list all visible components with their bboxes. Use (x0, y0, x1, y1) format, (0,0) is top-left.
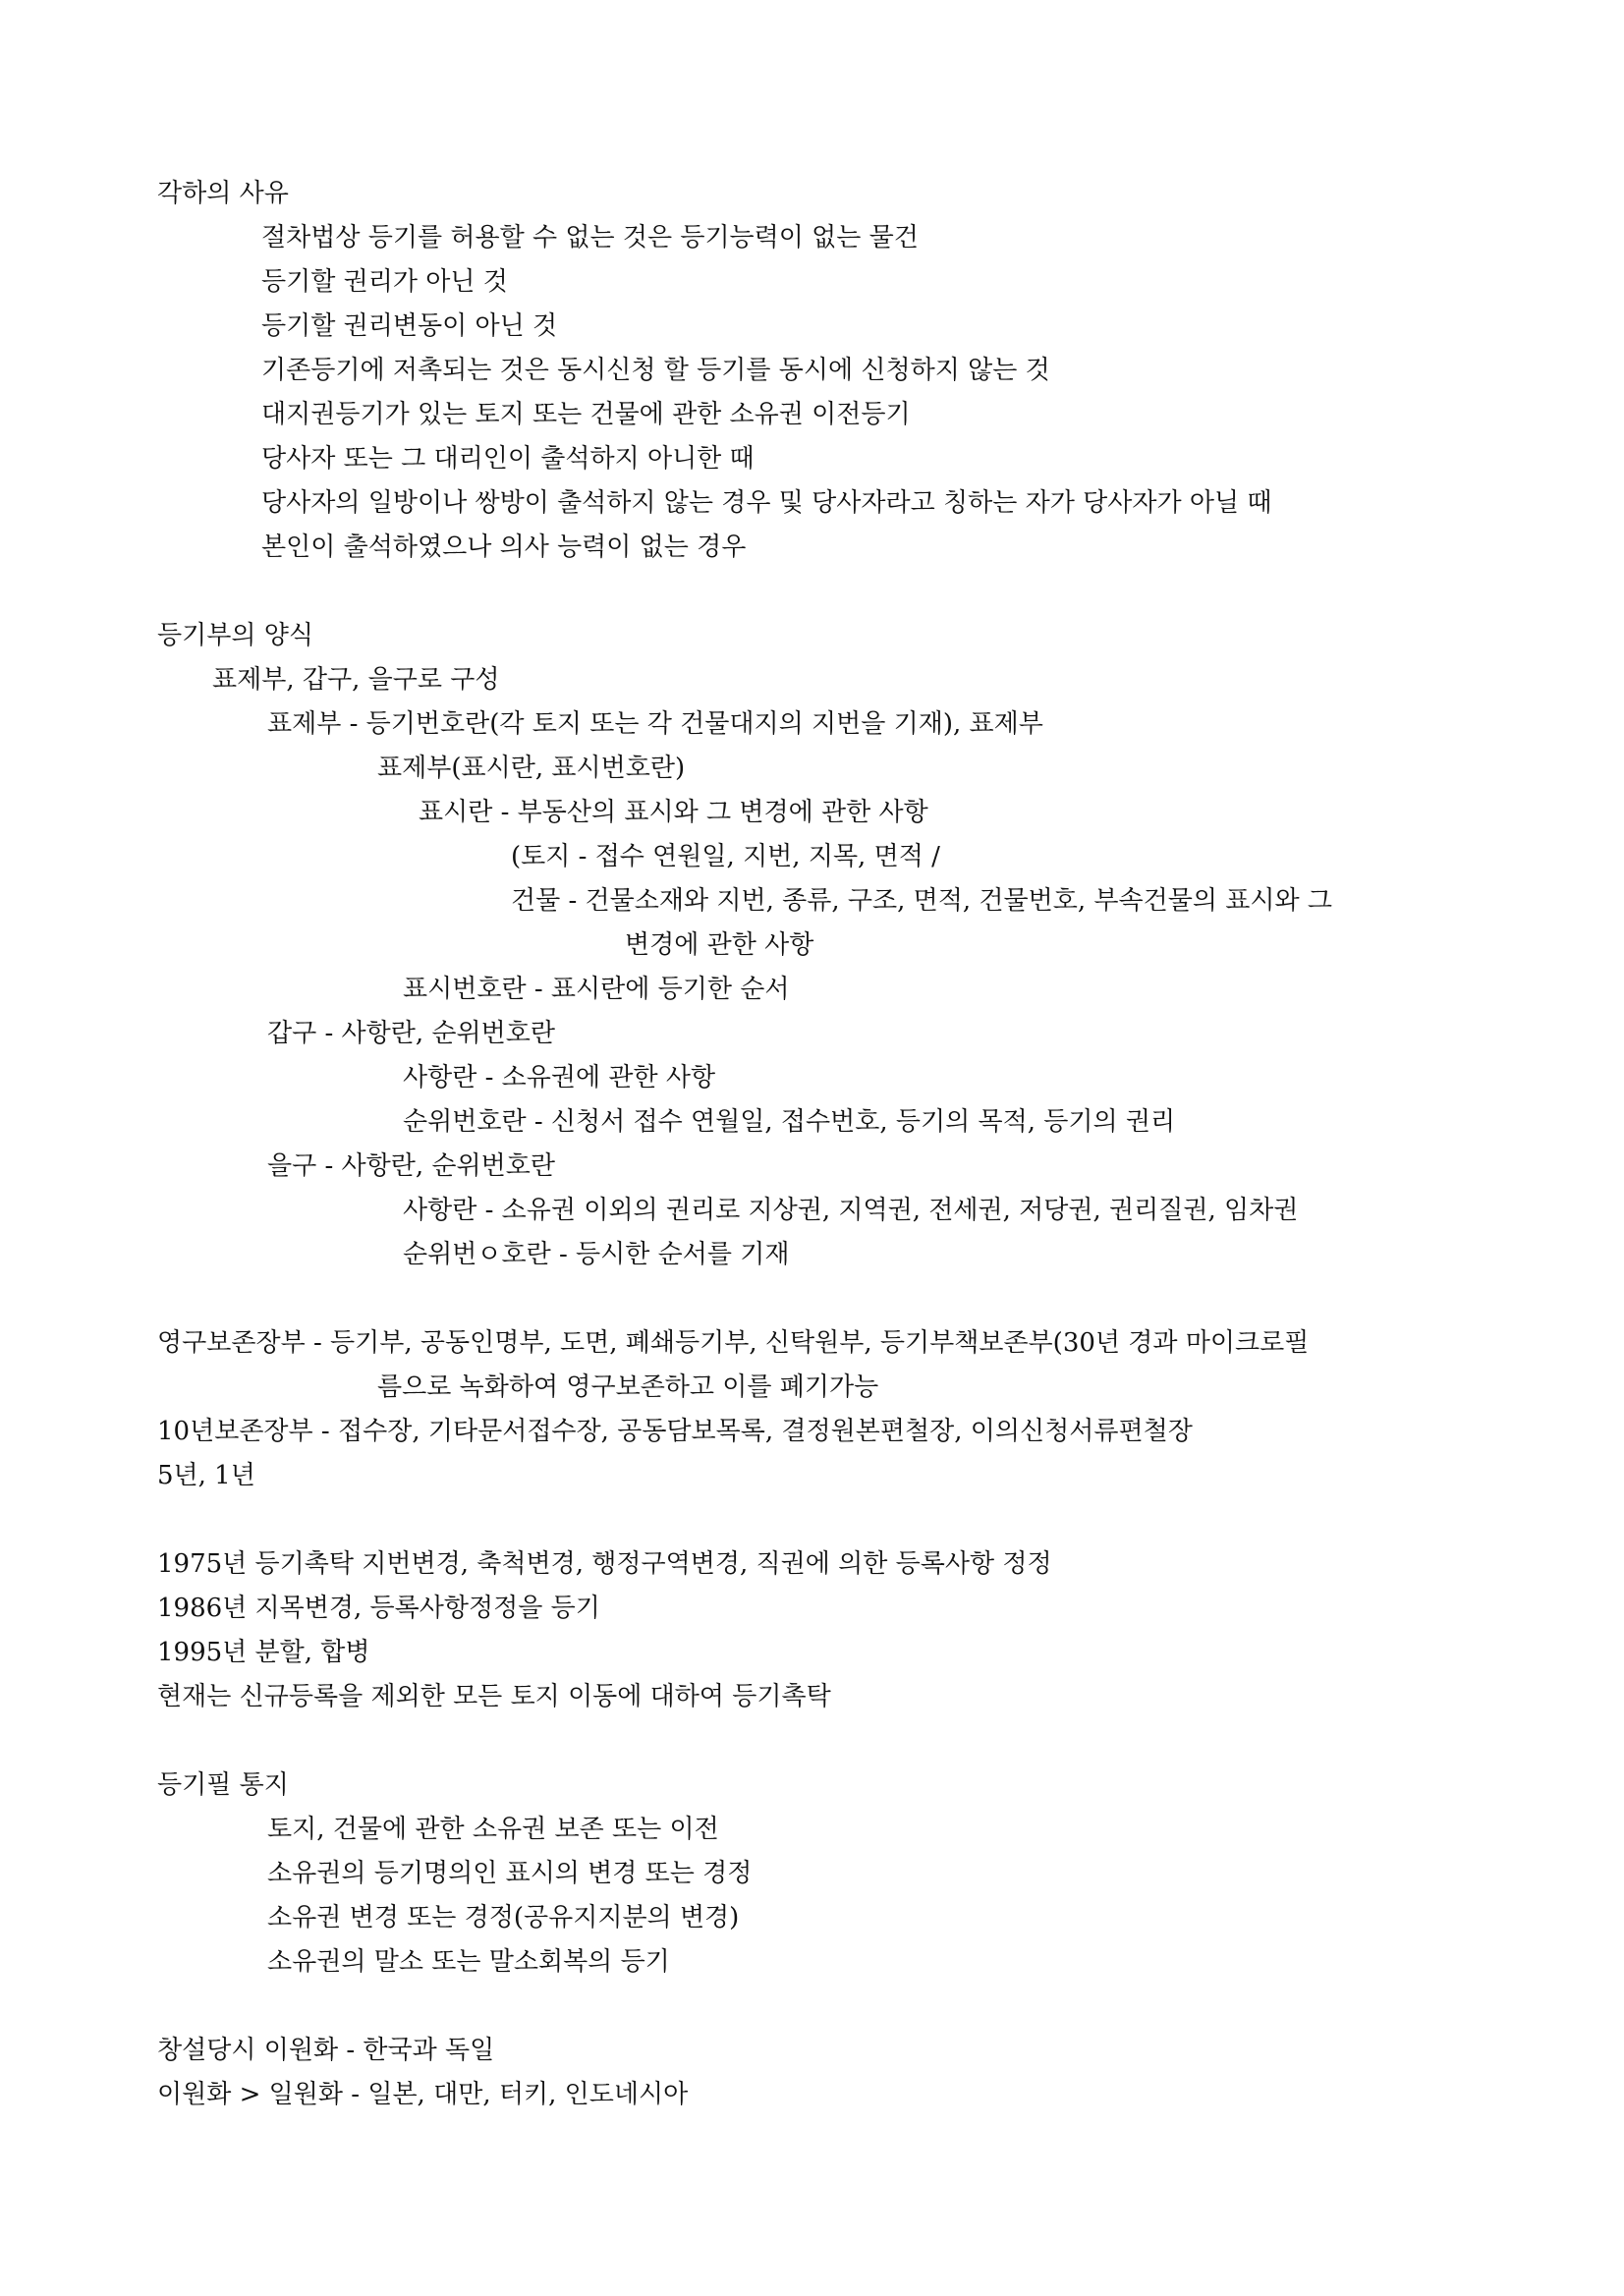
text-line: 변경에 관한 사항 (625, 930, 814, 960)
heading-registry-format: 등기부의 양식 (157, 621, 313, 650)
text-line: 1995년 분할, 합병 (157, 1638, 370, 1667)
text-line: 창설당시 이원화 - 한국과 독일 (157, 2036, 495, 2065)
text-line: 기존등기에 저촉되는 것은 동시신청 할 등기를 동시에 신청하지 않는 것 (261, 356, 1050, 385)
text-line: 소유권의 말소 또는 말소회복의 등기 (267, 1947, 670, 1977)
text-line: 1975년 등기촉탁 지번변경, 축척변경, 행정구역변경, 직권에 의한 등록사항 정정 (157, 1549, 1052, 1579)
text-line: 영구보존장부 - 등기부, 공동인명부, 도면, 폐쇄등기부, 신탁원부, 등기부책보존부(30년 경과 마이크로필 (157, 1328, 1310, 1358)
text-line: 사항란 - 소유권에 관한 사항 (403, 1063, 716, 1092)
text-line: 당사자 또는 그 대리인이 출석하지 아니한 때 (261, 444, 755, 474)
heading-registration-notice: 등기필 통지 (157, 1770, 289, 1800)
text-line: 절차법상 등기를 허용할 수 없는 것은 등기능력이 없는 물건 (261, 223, 919, 252)
text-line: 표시란 - 부동산의 표시와 그 변경에 관한 사항 (419, 798, 928, 827)
text-line: 대지권등기가 있는 토지 또는 건물에 관한 소유권 이전등기 (261, 400, 911, 429)
text-line: 사항란 - 소유권 이외의 권리로 지상권, 지역권, 전세권, 저당권, 권리질권, 임차권 (403, 1196, 1299, 1225)
text-line: (토지 - 접수 연원일, 지번, 지목, 면적 / (511, 842, 940, 871)
text-line: 표제부(표시란, 표시번호란) (377, 754, 686, 783)
text-line: 등기할 권리변동이 아닌 것 (261, 311, 558, 341)
text-line: 표제부, 갑구, 을구로 구성 (212, 665, 500, 695)
text-line: 표제부 - 등기번호란(각 토지 또는 각 건물대지의 지번을 기재), 표제부 (267, 709, 1043, 739)
text-line: 당사자의 일방이나 쌍방이 출석하지 않는 경우 및 당사자라고 칭하는 자가 당사자가 아닐 때 (261, 488, 1272, 518)
heading-dismissal-reasons: 각하의 사유 (157, 179, 289, 208)
text-line: 갑구 - 사항란, 순위번호란 (267, 1019, 556, 1048)
text-line: 을구 - 사항란, 순위번호란 (267, 1151, 556, 1181)
text-line: 본인이 출석하였으나 의사 능력이 없는 경우 (261, 532, 747, 562)
text-line: 1986년 지목변경, 등록사항정정을 등기 (157, 1594, 600, 1623)
text-line: 현재는 신규등록을 제외한 모든 토지 이동에 대하여 등기촉탁 (157, 1682, 831, 1711)
text-line: 표시번호란 - 표시란에 등기한 순서 (403, 975, 790, 1004)
text-line: 소유권 변경 또는 경정(공유지지분의 변경) (267, 1903, 740, 1932)
text-line: 순위번호란 - 신청서 접수 연월일, 접수번호, 등기의 목적, 등기의 권리 (403, 1107, 1176, 1137)
text-line: 등기할 권리가 아닌 것 (261, 267, 508, 297)
text-line: 름으로 녹화하여 영구보존하고 이를 폐기가능 (377, 1372, 879, 1402)
text-line: 토지, 건물에 관한 소유권 보존 또는 이전 (267, 1815, 719, 1844)
text-line: 건물 - 건물소재와 지번, 종류, 구조, 면적, 건물번호, 부속건물의 표시와 그 (511, 886, 1333, 916)
text-line: 순위번ㅇ호란 - 등시한 순서를 기재 (403, 1240, 790, 1269)
text-line: 5년, 1년 (157, 1461, 255, 1490)
text-line: 소유권의 등기명의인 표시의 변경 또는 경정 (267, 1859, 753, 1888)
text-line: 이원화 > 일원화 - 일본, 대만, 터키, 인도네시아 (157, 2080, 689, 2109)
text-line: 10년보존장부 - 접수장, 기타문서접수장, 공동담보목록, 결정원본편철장, 이의신청서류편철장 (157, 1417, 1193, 1446)
